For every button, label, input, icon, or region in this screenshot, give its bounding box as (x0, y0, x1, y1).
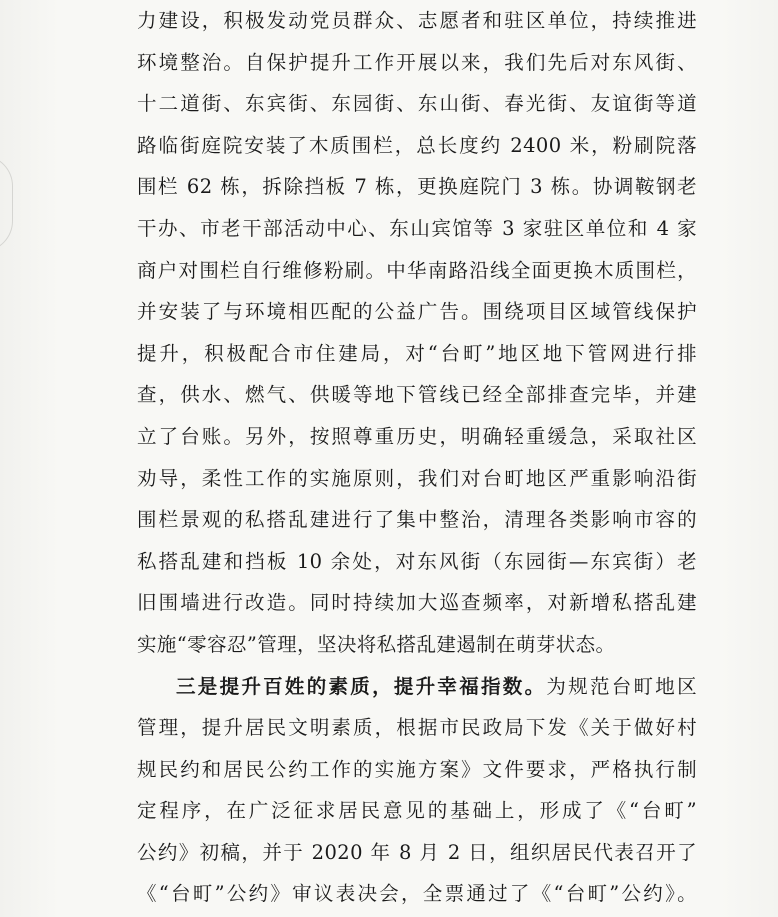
body-text (137, 0, 697, 915)
text-line: 《“台町”公约》审议表决会，全票通过了《“台町”公约》。 (137, 882, 697, 906)
text-line: 商户对围栏自行维修粉刷。中华南路沿线全面更换木质围栏， (137, 258, 697, 282)
text-line: 环境整治。自保护提升工作开展以来，我们先后对东风街、 (137, 50, 697, 74)
text-line: 路临街庭院安装了木质围栏，总长度约 2400 米，粉刷院落 (137, 133, 697, 157)
text-line: 力建设，积极发动党员群众、志愿者和驻区单位，持续推进 (137, 9, 697, 32)
text-line: 并安装了与环境相匹配的公益广告。围绕项目区域管线保护 (137, 300, 697, 324)
text-line: 公约》初稿，并于 2020 年 8 月 2 日，组织居民代表召开了 (137, 840, 697, 864)
text-line: 查，供水、燃气、供暖等地下管线已经全部排查完毕，并建 (137, 383, 697, 407)
section-three-lead-text: 为规范台町地区 (546, 674, 697, 698)
text-line: 十二道街、东宾街、东园街、东山街、春光街、友谊街等道 (137, 92, 697, 116)
text-line: 定程序，在广泛征求居民意见的基础上，形成了《“台町” (137, 799, 697, 823)
section-three-heading: 三是提升百姓的素质，提升幸福指数。 (176, 674, 547, 698)
text-line: 提升，积极配合市住建局，对“台町”地区地下管网进行排 (137, 341, 697, 365)
text-line: 立了台账。另外，按照尊重历史，明确轻重缓急，采取社区 (137, 424, 697, 448)
section-three-lead-line (137, 666, 697, 708)
text-line: 规民约和居民公约工作的实施方案》文件要求，严格执行制 (137, 757, 697, 781)
text-line: 私搭乱建和挡板 10 余处，对东风街（东园街—东宾街）老 (137, 549, 697, 573)
text-line: 劝导，柔性工作的实施原则，我们对台町地区严重影响沿街 (137, 466, 697, 490)
text-line: 管理，提升居民文明素质，根据市民政局下发《关于做好村 (137, 716, 697, 740)
paragraph-end-line: 实施“零容忍”管理，坚决将私搭乱建遏制在萌芽状态。 (137, 632, 616, 656)
binding-hole-mark (0, 155, 13, 252)
text-line: 旧围墙进行改造。同时持续加大巡查频率，对新增私搭乱建 (137, 591, 697, 615)
text-line: 围栏 62 栋，拆除挡板 7 栋，更换庭院门 3 栋。协调鞍钢老 (137, 175, 697, 199)
text-line: 围栏景观的私搭乱建进行了集中整治，清理各类影响市容的 (137, 508, 697, 532)
text-line: 干办、市老干部活动中心、东山宾馆等 3 家驻区单位和 4 家 (137, 216, 697, 240)
